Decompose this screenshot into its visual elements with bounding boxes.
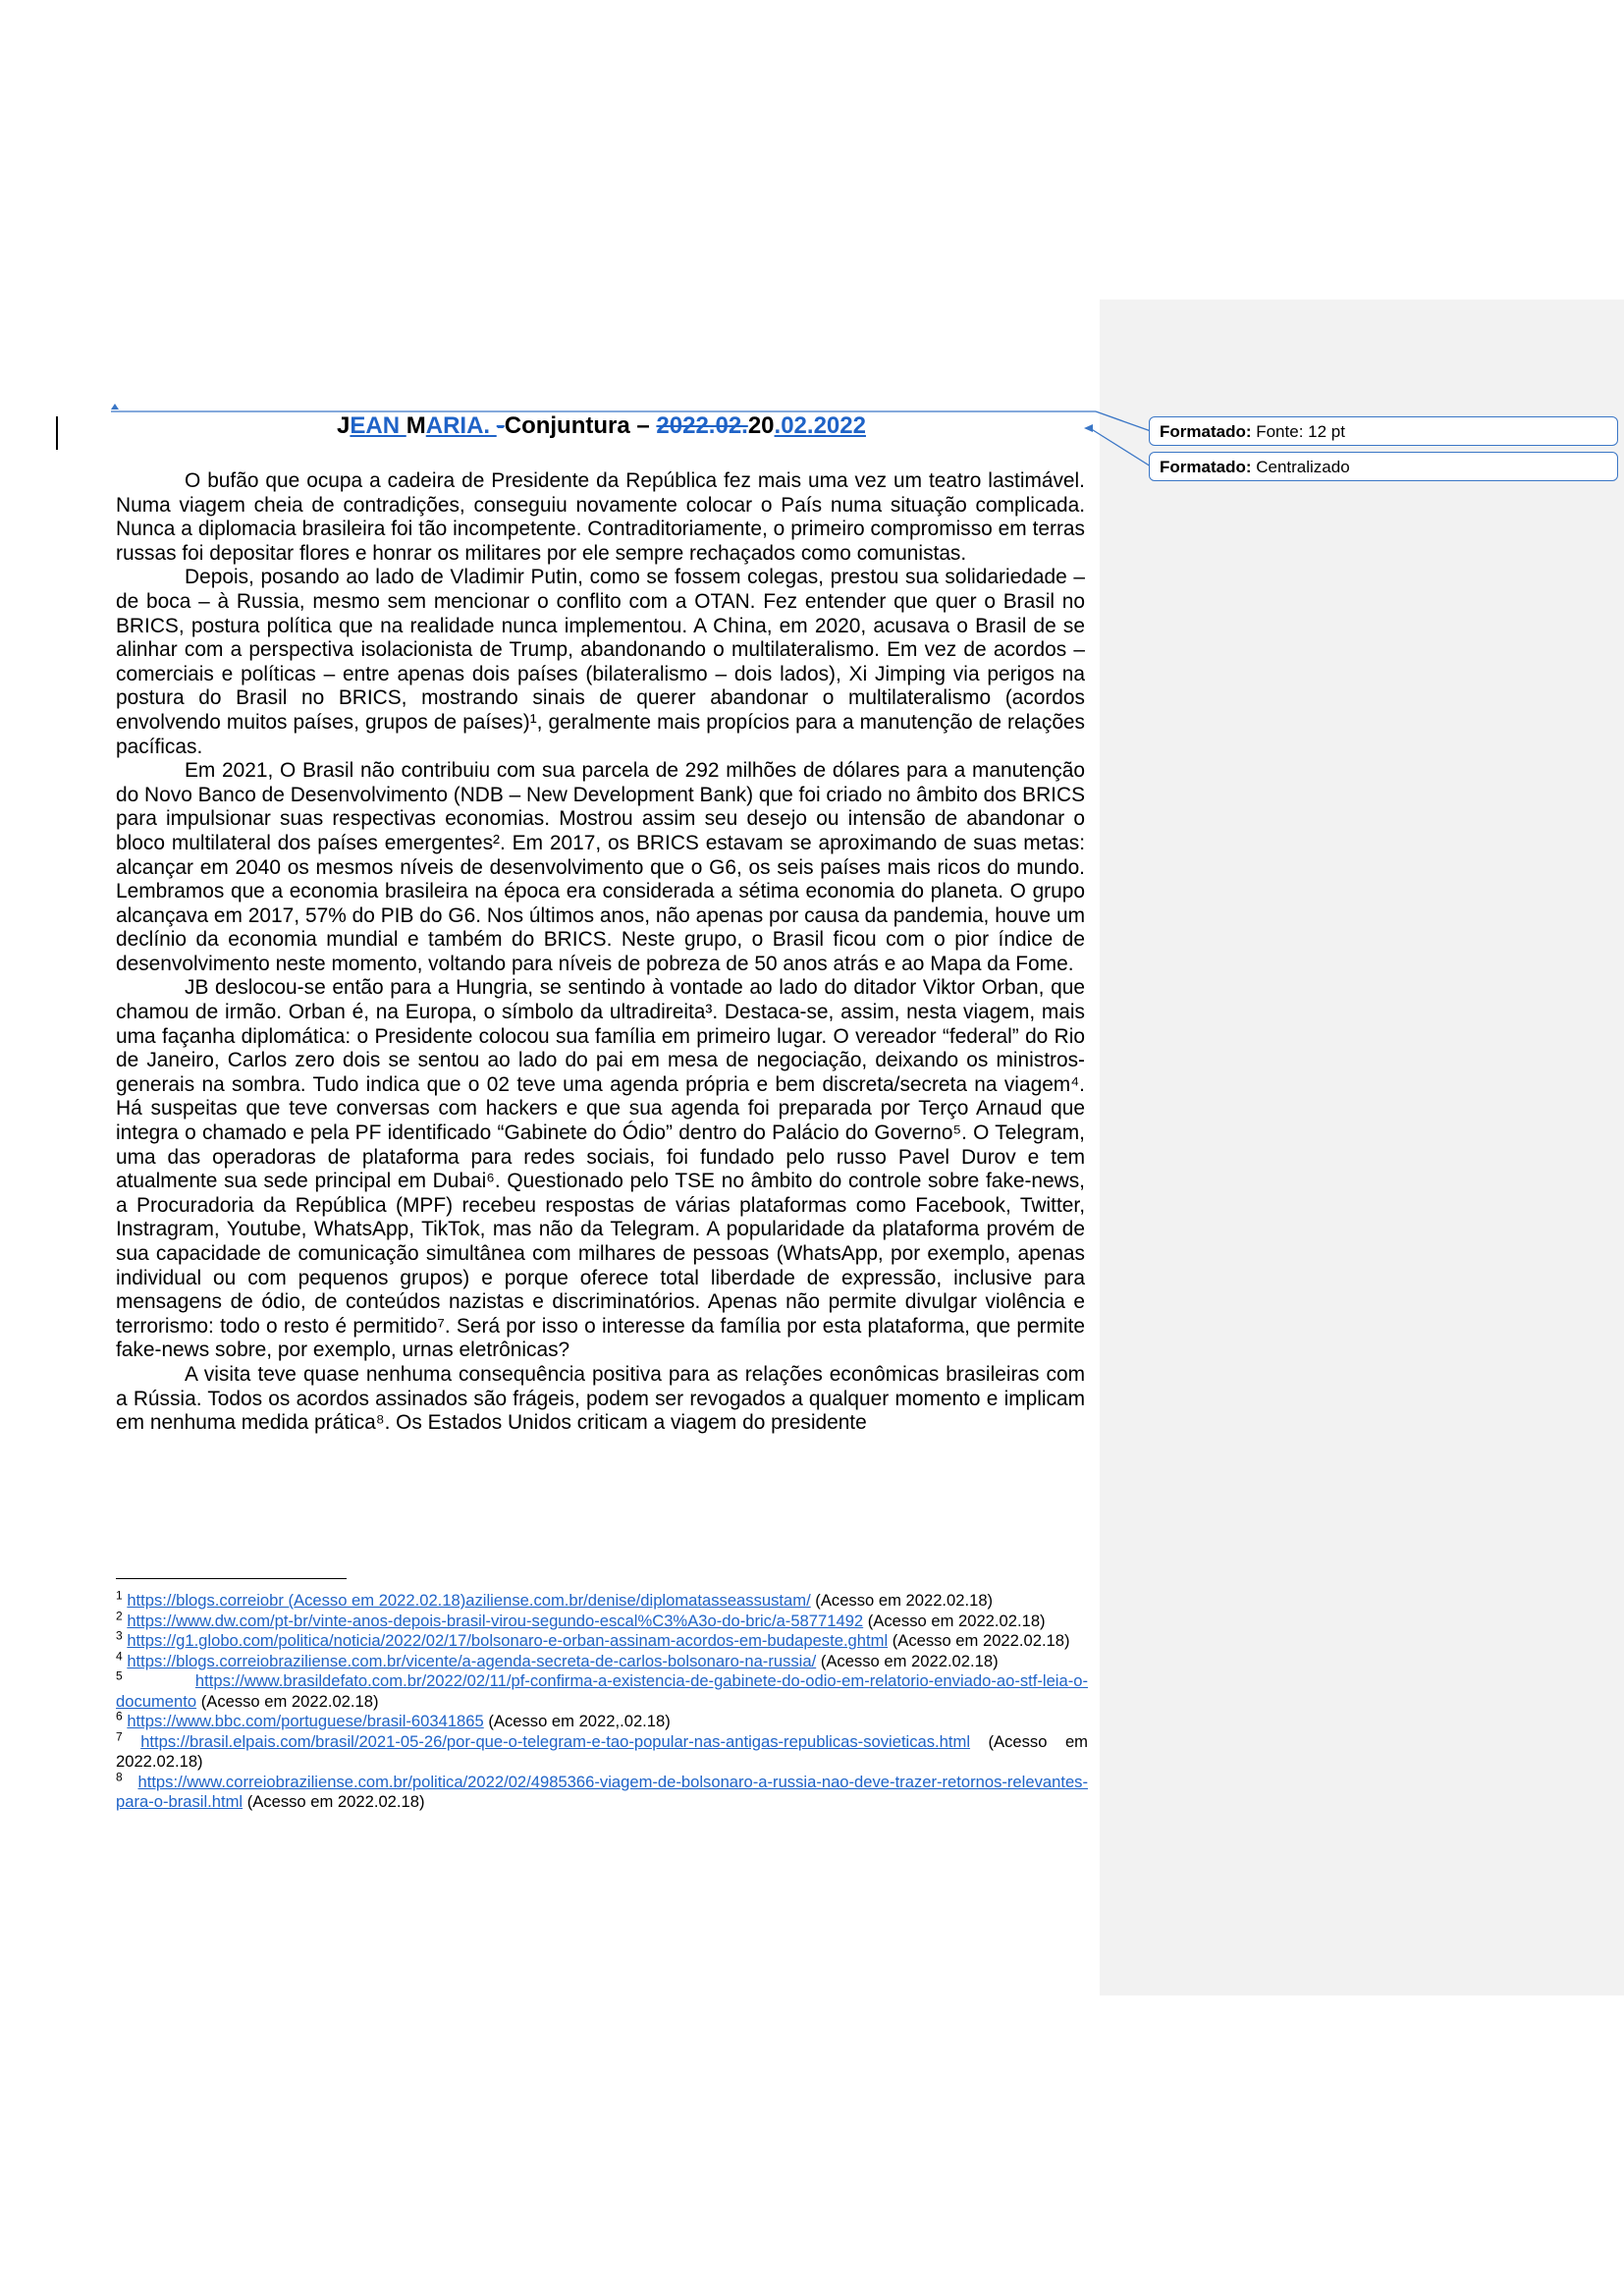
connector-arrow: [1084, 424, 1093, 432]
footnote-number: 1: [116, 1588, 123, 1603]
footnote-access: (Acesso em 2022,.02.18): [483, 1712, 671, 1730]
footnote: [116, 1628, 1088, 1652]
comment-text: Fonte: 12 pt: [1251, 422, 1345, 441]
footnote: [116, 1588, 1088, 1612]
footnote-access: (Acesso em 2022.02.18): [243, 1792, 425, 1811]
title-part: 2022.02.: [656, 412, 748, 439]
connector-line-balloon-1: [1096, 411, 1151, 431]
paragraph[interactable]: Em 2021, O Brasil não contribuiu com sua parcela de 292 milhões de dólares para a manutenção do Novo Banco de Desenvolvimento (NDB – New Development Bank) que foi criado no âmbito dos BRICS para impulsionar suas respectivas economias. Mostrou assim seu desejo ou intensão de abandonar o bloco multilateral dos países emergentes². Em 2017, os BRICS estavam se aproximando de suas metas: alcançar em 2040 os mesmos níveis de desenvolvimento que o G6, os seis países mais ricos do mundo. Lembramos que a economia brasileira na época era considerada a sétima economia do planeta. O grupo alcançava em 2017, 57% do PIB do G6. Nos últimos anos, não apenas por causa da pandemia, houve um declínio da economia mundial e também do BRICS. Neste grupo, o Brasil ficou com o pior índice de desenvolvimento neste momento, voltando para níveis de pobreza de 50 anos atrás e ao Mapa da Fome.: [116, 759, 1086, 975]
document-body[interactable]: [116, 469, 1085, 1436]
title-part: 20: [747, 412, 775, 439]
footnote-access: (Acesso em 2022.02.18): [116, 1731, 1088, 1771]
footnote-number: 4: [116, 1648, 123, 1663]
comment-label: Formatado:: [1160, 458, 1252, 476]
paragraph[interactable]: O bufão que ocupa a cadeira de Presidente da República fez mais uma vez um teatro lastimável. Numa viagem cheia de contradições, conseguiu novamente colocar o País numa situação complicada. Nunca a diplomacia brasileira foi tão incompetente. Contraditoriamente, o primeiro compromisso em terras russas foi depositar flores e honrar os militares por ele sempre rechaçados como comunistas.: [116, 469, 1085, 565]
footnote-access: (Acesso em 2022.02.18): [810, 1591, 994, 1610]
footnote-link[interactable]: https://www.brasildefato.com.br/2022/02/11/pf-confirma-a-existencia-de-gabinete-do-odio-em-relatorio-enviado-ao-stf-leia-o-documento: [116, 1671, 1088, 1711]
comment-text: Centralizado: [1251, 458, 1350, 476]
footnote-access: (Acesso em 2022.02.18): [888, 1631, 1070, 1650]
footnote: [116, 1728, 1088, 1773]
title-part: J: [337, 412, 351, 439]
comment-balloon-font[interactable]: [1149, 416, 1618, 446]
footnote-link[interactable]: https://blogs.correiobraziliense.com.br/vicente/a-agenda-secreta-de-carlos-bolsonaro-na-russia/: [127, 1651, 817, 1670]
title-part: Conjuntura –: [504, 412, 657, 439]
connector-line-balloon-2: [1090, 428, 1151, 466]
paragraph[interactable]: A visita teve quase nenhuma consequência positiva para as relações econômicas brasileiras com a Rússia. Todos os acordos assinados são frágeis, podem ser revogados a qualquer momento e implicam em nenhuma medida prática⁸. Os Estados Unidos criticam a viagem do presidente: [116, 1362, 1085, 1435]
footnote: [116, 1668, 1088, 1712]
footnote-number: 3: [116, 1628, 123, 1643]
title-part: -: [496, 412, 505, 439]
title-part: .02.2022: [774, 412, 866, 439]
footnote: [116, 1608, 1088, 1632]
title-part: M: [406, 412, 426, 439]
footnote-access: (Acesso em 2022.02.18): [816, 1651, 999, 1670]
anchor-marker-icon: [111, 404, 119, 410]
comment-label: Formatado:: [1160, 422, 1252, 441]
footnote-access: (Acesso em 2022.02.18): [863, 1611, 1046, 1630]
footnote-link[interactable]: https://brasil.elpais.com/brasil/2021-05-26/por-que-o-telegram-e-tao-popular-nas-antigas-republicas-sovieticas.html: [140, 1731, 971, 1751]
footnote-link[interactable]: https://g1.globo.com/politica/noticia/2022/02/17/bolsonaro-e-orban-assinam-acordos-em-budapeste.ghtml: [127, 1631, 889, 1650]
footnote-separator: [116, 1578, 347, 1579]
document-title[interactable]: [118, 412, 1085, 440]
paragraph[interactable]: Depois, posando ao lado de Vladimir Putin, como se fossem colegas, prestou sua solidariedade – de boca – à Russia, mesmo sem mencionar o conflito com a OTAN. Fez entender que quer o Brasil no BRICS, postura política que na realidade nunca implementou. A China, em 2020, acusava o Brasil de se alinhar com a perspectiva isolacionista de Trump, abandonando o multilateralismo. Em vez de acordos – comerciais e políticas – entre apenas dois países (bilateralismo – dois lados), Xi Jimping via perigos na postura do Brasil no BRICS, mostrando sinais de querer abandonar o multilateralismo (acordos envolvendo muitos países, grupos de países)¹, geralmente mais propícios para a manutenção de relações pacíficas.: [116, 566, 1085, 758]
footnote-number: 6: [116, 1709, 123, 1723]
text-cursor: [56, 416, 58, 450]
paragraph[interactable]: JB deslocou-se então para a Hungria, se sentindo à vontade ao lado do ditador Viktor Orban, que chamou de irmão. Orban é, na Europa, o símbolo da ultradireita³. Destaca-se, assim, nesta viagem, mais uma façanha diplomática: o Presidente colocou sua família em primeiro lugar. O vereador “federal” do Rio de Janeiro, Carlos zero dois se sentou ao lado do pai em mesa de negociação, deixando os ministros-generais na sombra. Tudo indica que o 02 teve uma agenda própria e bem discreta/secreta na viagem⁴. Há suspeitas que teve conversas com hackers e que sua agenda foi preparada por Terço Arnaud que integra o chamado e pela PF identificado “Gabinete do Ódio” dentro do Palácio do Governo⁵. O Telegram, uma das operadoras de plataforma para redes sociais, foi fundado pelo russo Pavel Durov e tem atualmente sua sede principal em Dubai⁶. Questionado pelo TSE no âmbito do controle sobre fake-news, a Procuradoria da República (MPF) recebeu respostas de várias plataformas como Facebook, Twitter, Instragram, Youtube, WhatsApp, TikTok, mas não da Telegram. A popularidade da plataforma provém de sua capacidade de comunicação simultânea com milhares de pessoas (WhatsApp, por exemplo, apenas individual ou com pequenos grupos) e porque oferece total liberdade de expressão, inclusive para mensagens de ódio, de conteúdos nazistas e discriminatórios. Apenas não permite divulgar violência e terrorismo: todo o resto é permitido⁷. Será por isso o interesse da família por esta plataforma, que permite fake-news sobre, por exemplo, urnas eletrônicas?: [116, 976, 1085, 1362]
footnote: [116, 1769, 1088, 1813]
footnote-number: 7: [116, 1728, 123, 1743]
footnote-number: 8: [116, 1769, 123, 1783]
footnote: [116, 1648, 1088, 1672]
footnote-number: 5: [116, 1668, 123, 1683]
footnote-link[interactable]: https://www.correiobraziliense.com.br/politica/2022/02/4985366-viagem-de-bolsonaro-a-russia-nao-deve-trazer-retornos-relevantes-para-o-brasil.html: [116, 1772, 1088, 1811]
title-part: ARIA.: [425, 412, 497, 439]
footnote-link[interactable]: https://www.dw.com/pt-br/vinte-anos-depois-brasil-virou-segundo-escal%C3%A3o-do-bric/a-58771492: [127, 1611, 864, 1630]
footnote-link[interactable]: https://blogs.correiobr (Acesso em 2022.02.18)aziliense.com.br/denise/diplomatasseassustam/: [127, 1591, 811, 1610]
footnote: [116, 1709, 1088, 1732]
footnote-access: (Acesso em 2022.02.18): [196, 1691, 379, 1711]
footnote-number: 2: [116, 1608, 123, 1622]
comment-balloon-alignment[interactable]: [1149, 452, 1618, 481]
footnotes: [116, 1588, 1088, 1813]
title-part: EAN: [350, 412, 406, 439]
footnote-link[interactable]: https://www.bbc.com/portuguese/brasil-60341865: [127, 1712, 484, 1730]
